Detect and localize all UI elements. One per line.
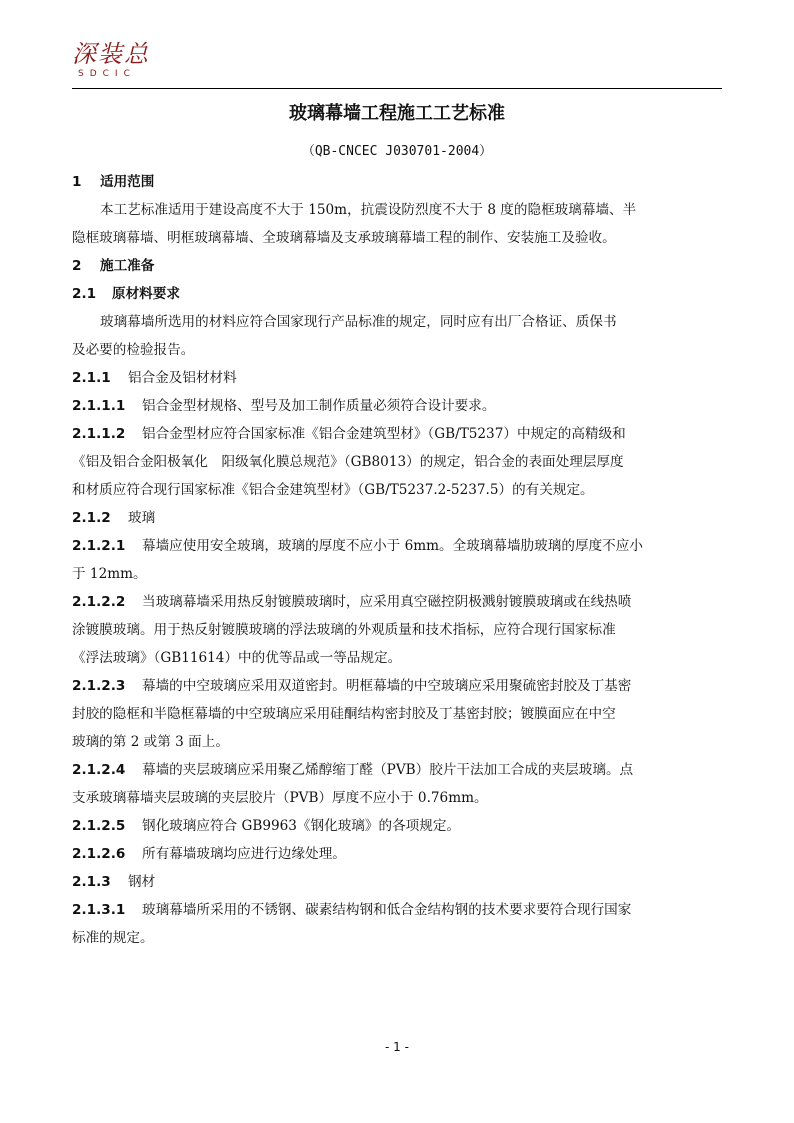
logo-text: 深装总 [72,40,150,68]
section-title: 适用范围 [100,174,155,190]
document-code: （QB-CNCEC J030701-2004） [301,144,493,159]
subsection-heading [72,364,724,392]
document-body [72,168,724,952]
clause [72,812,724,840]
paragraph-line: 和材质应符合现行国家标准《铝合金建筑型材》（GB/T5237.2-5237.5）的有关规定。 [72,482,594,498]
clause-number: 2.1.3.1 [72,902,126,918]
clause-text: 铝合金型材应符合国家标准《铝合金建筑型材》（GB/T5237）中规定的高精级和 [142,426,626,442]
clause-number: 2.1.1.2 [72,426,126,442]
clause-number: 2.1.1.1 [72,398,126,414]
clause [72,588,724,616]
clause-text: 钢化玻璃应符合 GB9963《钢化玻璃》的各项规定。 [142,818,461,834]
section-number: 2.1.1 [72,370,111,386]
clause-text: 当玻璃幕墙采用热反射镀膜玻璃时，应采用真空磁控阴极溅射镀膜玻璃或在线热喷 [142,594,632,610]
clause-text: 幕墙的中空玻璃应采用双道密封。明框幕墙的中空玻璃应采用聚硫密封胶及丁基密 [142,678,632,694]
paragraph-line: 本工艺标准适用于建设高度不大于 150m，抗震设防烈度不大于 8 度的隐框玻璃幕墙、半 [100,202,637,218]
section-number: 2.1 [72,286,97,302]
section-heading [72,252,724,280]
clause-text: 幕墙应使用安全玻璃，玻璃的厚度不应小于 6mm。全玻璃幕墙肋玻璃的厚度不应小 [142,538,643,554]
section-number: 1 [72,174,82,190]
page-number: - 1 - [385,1040,409,1054]
clause [72,532,724,560]
section-title: 施工准备 [100,258,155,274]
paragraph-line: 于 12mm。 [72,566,147,582]
paragraph-line: 《浮法玻璃》（GB11614）中的优等品或一等品规定。 [72,650,402,666]
document-title: 玻璃幕墙工程施工工艺标准 [289,103,505,124]
section-heading [72,168,724,196]
clause [72,896,724,924]
clause-number: 2.1.2.1 [72,538,126,554]
paragraph-line: 及必要的检验报告。 [72,342,195,358]
clause-text: 铝合金型材规格、型号及加工制作质量必须符合设计要求。 [142,398,496,414]
clause [72,840,724,868]
clause [72,392,724,420]
company-logo [72,40,182,92]
paragraph-line: 涂镀膜玻璃。用于热反射镀膜玻璃的浮法玻璃的外观质量和技术指标，应符合现行国家标准 [72,622,616,638]
clause-number: 2.1.2.3 [72,678,126,694]
clause-text: 幕墙的夹层玻璃应采用聚乙烯醇缩丁醛（PVB）胶片干法加工合成的夹层玻璃。点 [142,762,634,778]
clause-text: 所有幕墙玻璃均应进行边缘处理。 [142,846,346,862]
subsection-heading [72,504,724,532]
section-heading [72,280,724,308]
clause-number: 2.1.2.2 [72,594,126,610]
section-number: 2.1.2 [72,510,111,526]
clause [72,756,724,784]
clause-number: 2.1.2.4 [72,762,126,778]
clause-text: 玻璃幕墙所采用的不锈钢、碳素结构钢和低合金结构钢的技术要求要符合现行国家 [142,902,632,918]
paragraph-line: 《铝及铝合金阳极氧化 阳级氧化膜总规范》（GB8013）的规定，铝合金的表面处理层厚度 [72,454,624,470]
subsection-heading [72,868,724,896]
logo-subtext: SDCIC [78,69,136,79]
paragraph-line: 封胶的隐框和半隐框幕墙的中空玻璃应采用硅酮结构密封胶及丁基密封胶；镀膜面应在中空 [72,706,616,722]
clause-number: 2.1.2.5 [72,818,126,834]
clause-number: 2.1.2.6 [72,846,126,862]
section-number: 2.1.3 [72,874,111,890]
section-title: 钢材 [128,874,156,890]
paragraph-line: 支承玻璃幕墙夹层玻璃的夹层胶片（PVB）厚度不应小于 0.76mm。 [72,790,488,806]
paragraph-line: 玻璃的第 2 或第 3 面上。 [72,734,229,750]
paragraph-line: 隐框玻璃幕墙、明框玻璃幕墙、全玻璃幕墙及支承玻璃幕墙工程的制作、安装施工及验收。 [72,230,616,246]
paragraph-line: 玻璃幕墙所选用的材料应符合国家现行产品标准的规定，同时应有出厂合格证、质保书 [100,314,617,330]
section-number: 2 [72,258,82,274]
clause [72,672,724,700]
section-title: 玻璃 [128,510,156,526]
section-title: 原材料要求 [112,286,180,302]
header-divider [72,88,722,89]
paragraph-line: 标准的规定。 [72,930,154,946]
clause [72,420,724,448]
section-title: 铝合金及铝材材料 [128,370,237,386]
